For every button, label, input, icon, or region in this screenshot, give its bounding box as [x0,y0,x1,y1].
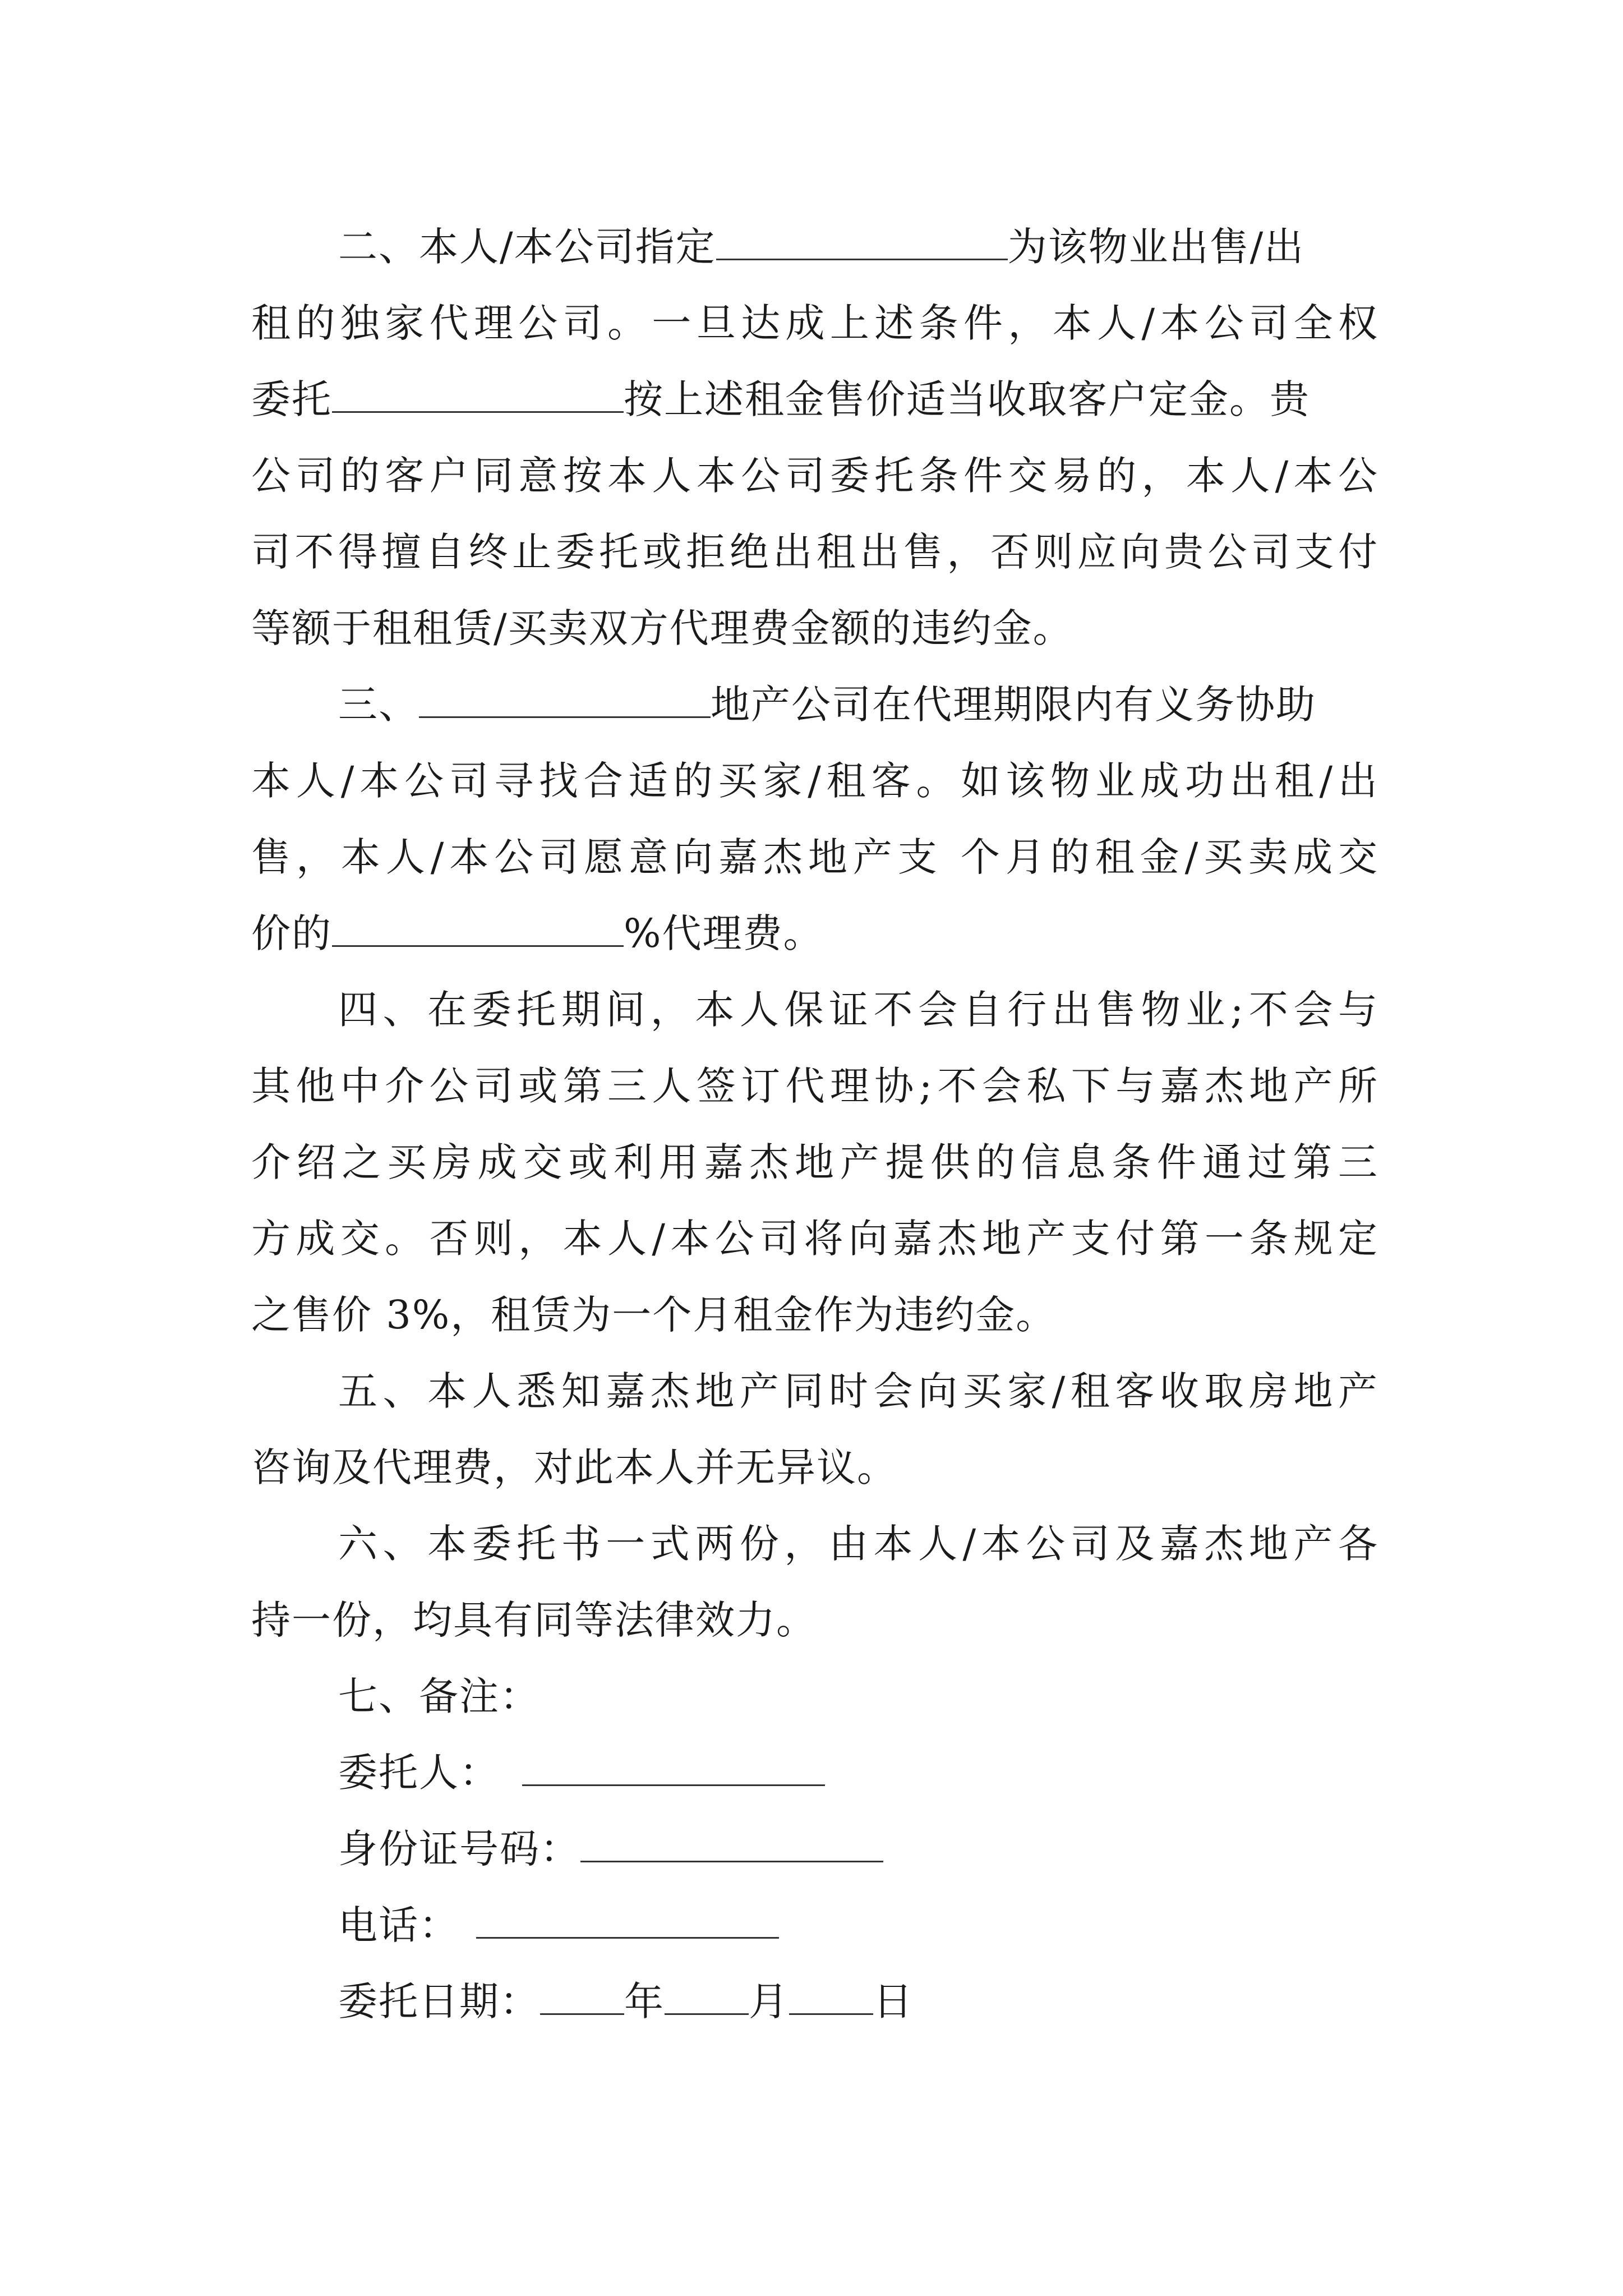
clause-3-line-1 [251,666,1378,743]
clause-4-line-5: 之售价 3%，租赁为一个月租金作为违约金。 [251,1292,1057,1338]
clause-3-text: 三、 [338,682,419,728]
year-label: 年 [624,1978,665,2024]
day-field[interactable] [789,1982,873,2015]
clause-4-line-4: 方成交。否则，本人/本公司将向嘉杰地产支付第一条规定 [251,1216,1378,1262]
clause-2-text: 为该物业出售/出 [1007,224,1305,270]
clause-7-remarks: 七、备注： [338,1673,540,1719]
agent-company-blank[interactable] [716,227,1008,260]
clause-2-text: 委托 [251,376,332,422]
clause-2-line-6: 等额于租租赁/买卖双方代理费金额的违约金。 [251,605,1073,651]
clause-2-text: 二、本人/本公司指定 [338,224,716,270]
clause-3-line-3: 售，本人/本公司愿意向嘉杰地产支 个月的租金/买卖成交 [251,834,1378,880]
clause-5-line-2: 咨询及代理费，对此本人并无异议。 [251,1444,897,1490]
month-label: 月 [749,1978,789,2024]
clause-4-line-3: 介绍之买房成交或利用嘉杰地产提供的信息条件通过第三 [251,1139,1378,1185]
clause-3-text: 价的 [251,910,332,956]
realty-company-blank[interactable] [419,685,711,718]
date-row [251,1963,1378,2040]
client-signature-row [251,1734,1378,1811]
date-label: 委托日期： [338,1978,540,2024]
clause-4-line-2: 其他中介公司或第三人签订代理协;不会私下与嘉杰地产所 [251,1063,1378,1109]
clause-3-text: %代理费。 [624,910,824,956]
id-number-label: 身份证号码： [338,1826,580,1872]
clause-3-text: 地产公司在代理期限内有义务协助 [711,682,1316,728]
month-field[interactable] [665,1982,749,2015]
id-number-row [251,1811,1378,1887]
year-field[interactable] [540,1982,624,2015]
clause-3-line-4 [251,895,1378,972]
clause-2-line-5: 司不得擅自终止委托或拒绝出租出售，否则应向贵公司支付 [251,529,1378,575]
commission-rate-blank[interactable] [332,914,624,947]
clause-2-line-2: 租的独家代理公司。一旦达成上述条件，本人/本公司全权 [251,300,1378,346]
document-body [251,209,1378,2040]
phone-field[interactable] [476,1906,779,1939]
day-label: 日 [873,1978,914,2024]
client-name-field[interactable] [522,1753,825,1786]
clause-3-line-2: 本人/本公司寻找合适的买家/租客。如该物业成功出租/出 [251,758,1378,804]
clause-6-line-2: 持一份，均具有同等法律效力。 [251,1597,817,1643]
clause-2-line-4: 公司的客户同意按本人本公司委托条件交易的，本人/本公 [251,453,1378,499]
client-label: 委托人： [338,1750,500,1796]
clause-4-line-1: 四、在委托期间，本人保证不会自行出售物业;不会与 [338,987,1378,1033]
id-number-field[interactable] [580,1829,883,1862]
entrusted-party-blank[interactable] [332,380,624,413]
phone-row [251,1887,1378,1963]
clause-2-line-3 [251,361,1378,438]
clause-2-line-1 [251,209,1378,285]
clause-6-line-1: 六、本委托书一式两份，由本人/本公司及嘉杰地产各 [338,1521,1378,1567]
clause-5-line-1: 五、本人悉知嘉杰地产同时会向买家/租客收取房地产 [338,1368,1378,1414]
phone-label: 电话： [338,1902,459,1948]
clause-2-text: 按上述租金售价适当收取客户定金。贵 [624,376,1310,422]
